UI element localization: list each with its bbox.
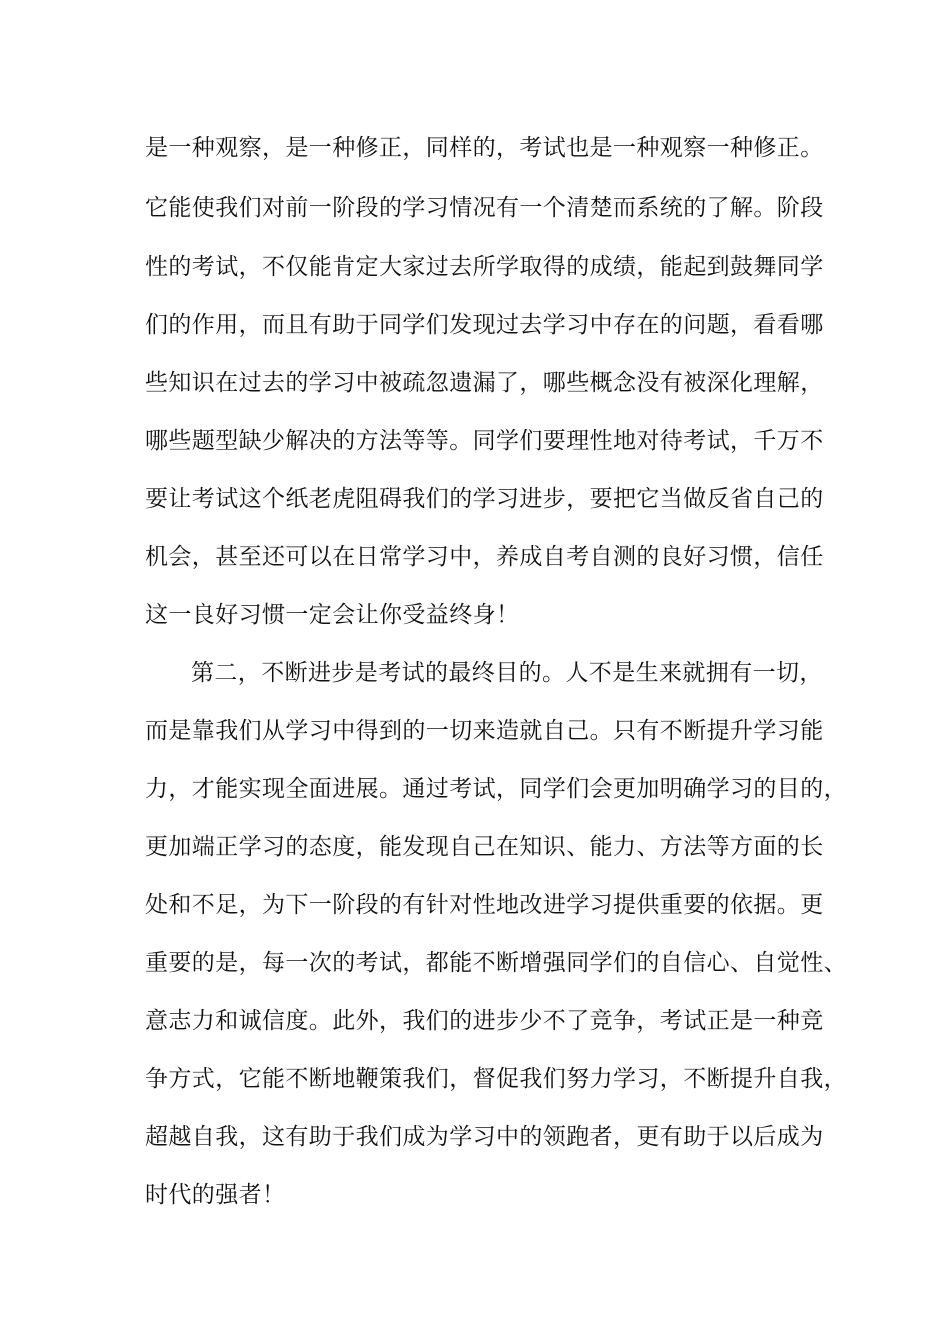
text-line: 第二，不断进步是考试的最终目的。人不是生来就拥有一切，: [191, 660, 823, 686]
text-line: 些知识在过去的学习中被疏忽遗漏了，哪些概念没有被深化理解，: [145, 370, 824, 396]
text-line: 们的作用，而且有助于同学们发现过去学习中存在的问题，看看哪: [145, 312, 824, 338]
text-line: 这一良好习惯一定会让你受益终身！: [145, 602, 520, 628]
text-line: 力，才能实现全面进展。通过考试，同学们会更加明确学习的目的，: [145, 776, 847, 802]
text-line: 而是靠我们从学习中得到的一切来造就自己。只有不断提升学习能: [145, 718, 824, 744]
text-line: 性的考试，不仅能肯定大家过去所学取得的成绩，能起到鼓舞同学: [145, 254, 824, 280]
text-line: 意志力和诚信度。此外，我们的进步少不了竞争，考试正是一种竞: [145, 1008, 824, 1034]
text-line: 是一种观察，是一种修正，同样的，考试也是一种观察一种修正。: [145, 135, 824, 161]
text-line: 机会，甚至还可以在日常学习中，养成自考自测的良好习惯，信任: [145, 544, 824, 570]
text-line: 处和不足，为下一阶段的有针对性地改进学习提供重要的依据。更: [145, 892, 824, 918]
text-line: 超越自我，这有助于我们成为学习中的领跑者，更有助于以后成为: [145, 1124, 824, 1150]
text-line: 更加端正学习的态度，能发现自己在知识、能力、方法等方面的长: [145, 834, 824, 860]
text-line: 它能使我们对前一阶段的学习情况有一个清楚而系统的了解。阶段: [145, 195, 824, 221]
text-line: 争方式，它能不断地鞭策我们，督促我们努力学习，不断提升自我，: [145, 1066, 847, 1092]
text-line: 重要的是，每一次的考试，都能不断增强同学们的自信心、自觉性、: [145, 950, 847, 976]
text-line: 要让考试这个纸老虎阻碍我们的学习进步，要把它当做反省自己的: [145, 486, 824, 512]
text-line: 哪些题型缺少解决的方法等等。同学们要理性地对待考试，千万不: [145, 428, 824, 454]
text-line: 时代的强者！: [145, 1182, 286, 1208]
